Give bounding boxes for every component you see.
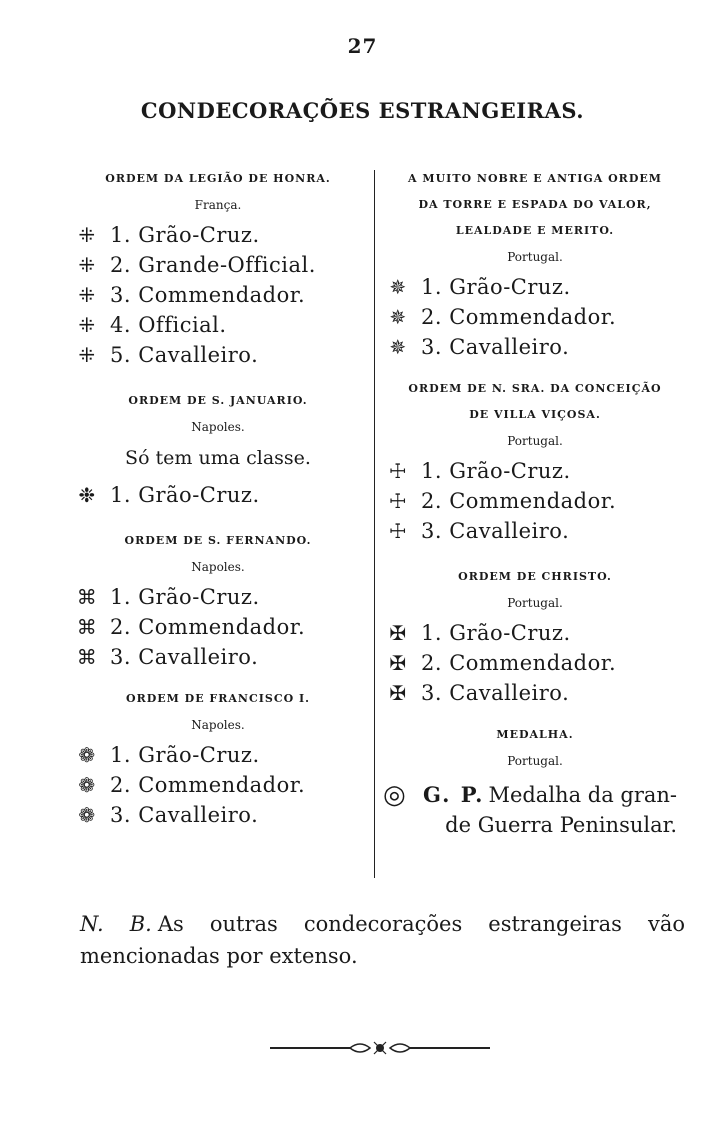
square-cross-icon: ⌘ bbox=[76, 615, 98, 639]
star-cross-icon: ⁜ bbox=[78, 223, 96, 247]
medal-code: G. P. bbox=[423, 782, 485, 807]
rosette-icon: ❁ bbox=[78, 773, 96, 797]
grade-item: ✵ 2. Commendador. bbox=[383, 302, 687, 332]
order-country: Portugal. bbox=[507, 596, 563, 610]
grade-item: ❁ 1. Grão-Cruz. bbox=[72, 740, 364, 770]
star-cross-icon: ⁜ bbox=[78, 313, 96, 337]
order-christo bbox=[383, 564, 687, 708]
right-column bbox=[383, 166, 687, 840]
order-title-line: DE VILLA VIÇOSA. bbox=[469, 408, 601, 421]
square-cross-icon: ⌘ bbox=[76, 645, 98, 669]
grade-item: ⁜ 2. Grande-Official. bbox=[72, 250, 364, 280]
order-francisco-i bbox=[72, 686, 364, 830]
order-title-line: ORDEM DE CHRISTO. bbox=[458, 570, 612, 583]
order-title: ORDEM DA LEGIÃO DE HONRA. bbox=[105, 172, 331, 185]
medal-item bbox=[383, 780, 687, 840]
order-title-line: DA TORRE E ESPADA DO VALOR, bbox=[418, 198, 652, 211]
star-cross-icon: ⁜ bbox=[78, 343, 96, 367]
grade-item: ❁ 3. Cavalleiro. bbox=[72, 800, 364, 830]
rosette-icon: ❁ bbox=[78, 743, 96, 767]
star-cross-icon: ⁜ bbox=[78, 283, 96, 307]
double-circle-icon: ◎ bbox=[383, 780, 406, 810]
order-country: Napoles. bbox=[191, 560, 245, 574]
snowflake-cross-icon: ❉ bbox=[78, 483, 96, 507]
medal-country: Portugal. bbox=[507, 754, 563, 768]
order-title: ORDEM DE S. FERNANDO. bbox=[124, 534, 312, 547]
radiant-cross-icon: ✠ bbox=[389, 621, 407, 645]
column-divider bbox=[374, 170, 375, 878]
order-title-line: ORDEM DE N. SRA. DA CONCEIÇÃO bbox=[408, 382, 662, 395]
grade-item: ❉ 1. Grão-Cruz. bbox=[72, 480, 364, 510]
starburst-icon: ✵ bbox=[389, 335, 407, 359]
crowned-cross-icon: ☩ bbox=[388, 489, 408, 513]
order-country: Portugal. bbox=[507, 250, 563, 264]
page-title: CONDECORAÇÕES ESTRANGEIRAS. bbox=[140, 98, 585, 123]
grade-item: ⁜ 3. Commendador. bbox=[72, 280, 364, 310]
crowned-cross-icon: ☩ bbox=[388, 459, 408, 483]
medal-section bbox=[383, 722, 687, 840]
square-cross-icon: ⌘ bbox=[76, 585, 98, 609]
starburst-icon: ✵ bbox=[389, 305, 407, 329]
grade-item: ⁜ 4. Official. bbox=[72, 310, 364, 340]
order-title: ORDEM DE FRANCISCO I. bbox=[126, 692, 310, 705]
grade-item: ☩ 3. Cavalleiro. bbox=[383, 516, 687, 546]
radiant-cross-icon: ✠ bbox=[389, 651, 407, 675]
grade-item: ✠ 1. Grão-Cruz. bbox=[383, 618, 687, 648]
crowned-cross-icon: ☩ bbox=[388, 519, 408, 543]
star-cross-icon: ⁜ bbox=[78, 253, 96, 277]
grade-item: ⌘ 3. Cavalleiro. bbox=[72, 642, 364, 672]
grade-item: ✠ 3. Cavalleiro. bbox=[383, 678, 687, 708]
medal-name-line2: de Guerra Peninsular. bbox=[445, 813, 678, 837]
left-column bbox=[72, 166, 364, 830]
grade-item: ✠ 2. Commendador. bbox=[383, 648, 687, 678]
grade-item: ⁜ 1. Grão-Cruz. bbox=[72, 220, 364, 250]
starburst-icon: ✵ bbox=[389, 275, 407, 299]
order-country: Napoles. bbox=[191, 718, 245, 732]
order-country: Napoles. bbox=[191, 420, 245, 434]
order-title-line: A MUITO NOBRE E ANTIGA ORDEM bbox=[408, 172, 662, 185]
order-title-line: LEALDADE E MERITO. bbox=[455, 224, 615, 237]
order-note: Só tem uma classe. bbox=[125, 447, 311, 469]
grade-item: ✵ 3. Cavalleiro. bbox=[383, 332, 687, 362]
order-title: ORDEM DE S. JANUARIO. bbox=[128, 394, 308, 407]
order-legiao-de-honra bbox=[72, 166, 364, 370]
order-country: França. bbox=[194, 198, 242, 212]
grade-item: ❁ 2. Commendador. bbox=[72, 770, 364, 800]
grade-item: ⁜ 5. Cavalleiro. bbox=[72, 340, 364, 370]
footnote-label: N. B. bbox=[80, 912, 152, 936]
medal-name-line1: Medalha da gran- bbox=[488, 783, 678, 807]
footnote bbox=[80, 908, 685, 972]
order-torre-e-espada bbox=[383, 166, 687, 362]
page-number: 27 bbox=[347, 34, 378, 58]
rosette-icon: ❁ bbox=[78, 803, 96, 827]
radiant-cross-icon: ✠ bbox=[389, 681, 407, 705]
order-s-januario bbox=[72, 388, 364, 510]
order-country: Portugal. bbox=[507, 434, 563, 448]
order-s-fernando bbox=[72, 528, 364, 672]
medal-title: MEDALHA. bbox=[496, 728, 574, 741]
grade-item: ✵ 1. Grão-Cruz. bbox=[383, 272, 687, 302]
footnote-text: As outras condecorações estrangeiras vão mencionadas por extenso. bbox=[80, 912, 685, 968]
ornament-rule-icon bbox=[270, 1038, 490, 1058]
grade-item: ☩ 2. Commendador. bbox=[383, 486, 687, 516]
grade-item: ⌘ 1. Grão-Cruz. bbox=[72, 582, 364, 612]
grade-item: ⌘ 2. Commendador. bbox=[72, 612, 364, 642]
grade-item: ☩ 1. Grão-Cruz. bbox=[383, 456, 687, 486]
order-conceicao-villa-vicosa bbox=[383, 376, 687, 546]
